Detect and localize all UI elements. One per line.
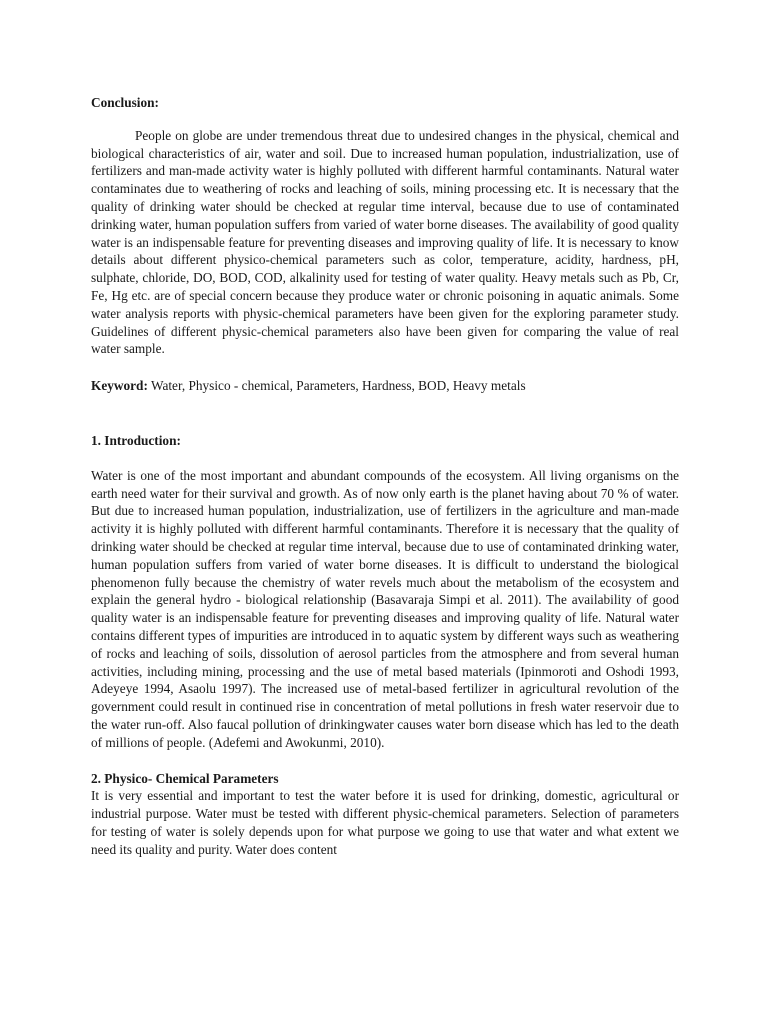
- conclusion-paragraph: People on globe are under tremendous threat due to undesired changes in the physical, chemical and biological characteristics of air, water and soil. Due to increased human population, industrialization, use of fertilizers and man-made activity water is highly polluted with different harmful contaminants. Natural water contaminates due to weathering of rocks and leaching of soils, mining processing etc. It is necessary that the quality of drinking water should be checked at regular time interval, because due to use of contaminated drinking water, human population suffers from varied of water borne diseases. The availability of good quality water is an indispensable feature for preventing diseases and improving quality of life. It is necessary to know details about different physico-chemical parameters such as color, temperature, acidity, hardness, pH, sulphate, chloride, DO, BOD, COD, alkalinity used for testing of water quality. Heavy metals such as Pb, Cr, Fe, Hg etc. are of special concern because they produce water or chronic poisoning in aquatic animals. Some water analysis reports with physic-chemical parameters have been given for the exploring parameter study. Guidelines of different physic-chemical parameters also have been given for comparing the value of real water sample.: [91, 127, 679, 357]
- physico-chemical-heading: 2. Physico- Chemical Parameters: [91, 770, 279, 786]
- document-content: [91, 94, 679, 858]
- conclusion-heading: Conclusion:: [91, 95, 159, 110]
- keyword-line: [91, 377, 679, 395]
- keyword-label: Keyword:: [91, 378, 148, 394]
- introduction-heading: 1. Introduction:: [91, 432, 181, 448]
- introduction-paragraph: Water is one of the most important and abundant compounds of the ecosystem. All living organisms on the earth need water for their survival and growth. As of now only earth is the planet having about 70 % of water. But due to increased human population, industrialization, use of fertilizers in the agriculture and man-made activity it is highly polluted with different harmful contaminants. Therefore it is necessary that the quality of drinking water should be checked at regular time interval, because due to use of contaminated drinking water, human population suffers from varied of water borne diseases. It is difficult to understand the biological phenomenon fully because the chemistry of water revels much about the metabolism of the ecosystem and explain the general hydro - biological relationship (Basavaraja Simpi et al. 2011). The availability of good quality water is an indispensable feature for preventing diseases and improving quality of life. Natural water contains different types of impurities are introduced in to aquatic system by different ways such as weathering of rocks and leaching of soils, dissolution of aerosol particles from the atmosphere and from several human activities, including mining, processing and the use of metal based materials (Ipinmoroti and Oshodi 1993, Adeyeye 1994, Asaolu 1997). The increased use of metal-based fertilizer in agricultural revolution of the government could result in continued rise in concentration of metal pollutions in fresh water reservoir due to the water run-off. Also faucal pollution of drinkingwater causes water born disease which has led to the death of millions of people. (Adefemi and Awokunmi, 2010).: [91, 467, 679, 750]
- keyword-text: Water, Physico - chemical, Parameters, Hardness, BOD, Heavy metals: [147, 378, 526, 394]
- physico-chemical-paragraph: It is very essential and important to test the water before it is used for drinking, domestic, agricultural or industrial purpose. Water must be tested with different physic-chemical parameters. Selection of parameters for testing of water is solely depends upon for what purpose we going to use that water and what extent we need its quality and purity. Water does content: [91, 788, 679, 857]
